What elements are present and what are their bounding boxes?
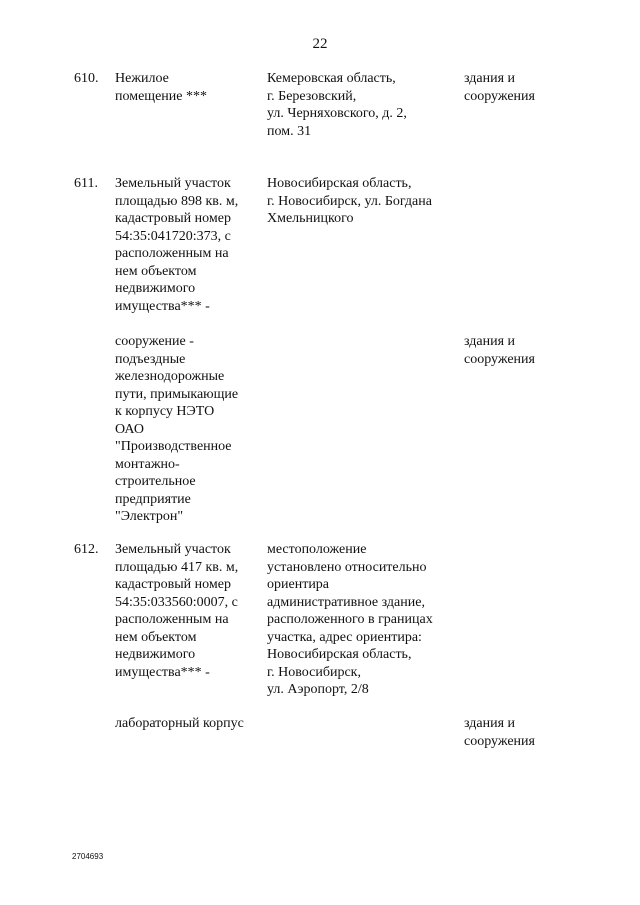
entry-address: местоположение установлено относительно ориентира административное здание, расположенного в границах участка, адрес ориентира: Новосибирская область, г. Новосибирск, ул. Аэропорт, 2/8 [267, 542, 433, 697]
entry-number: 612. [74, 542, 99, 557]
entry-address: Кемеровская область, г. Березовский, ул. Черняховского, д. 2, пом. 31 [267, 71, 407, 139]
entry-description: Земельный участок площадью 898 кв. м, кадастровый номер 54:35:041720:373, с расположенным на нем объектом недвижимого имущества*** - [115, 176, 239, 314]
page-number: 22 [312, 36, 328, 52]
document-code: 2704693 [72, 852, 104, 861]
entry-type: здания и сооружения [464, 334, 535, 367]
entry-address: Новосибирская область, г. Новосибирск, ул. Богдана Хмельницкого [267, 176, 432, 226]
entry-type: здания и сооружения [464, 716, 535, 749]
entry-number: 611. [74, 176, 98, 191]
entry-number: 610. [74, 71, 99, 86]
entry-description: Земельный участок площадью 417 кв. м, кадастровый номер 54:35:033560:0007, с расположенным на нем объектом недвижимого имущества*** - [115, 542, 239, 680]
entry-description: сооружение - подъездные железнодорожные пути, примыкающие к корпусу НЭТО ОАО "Производственное монтажно- строительное предприятие "Электрон" [115, 334, 239, 524]
entry-type: здания и сооружения [464, 71, 535, 104]
entry-description: Нежилое помещение *** [115, 71, 207, 104]
entry-description: лабораторный корпус [115, 716, 244, 731]
